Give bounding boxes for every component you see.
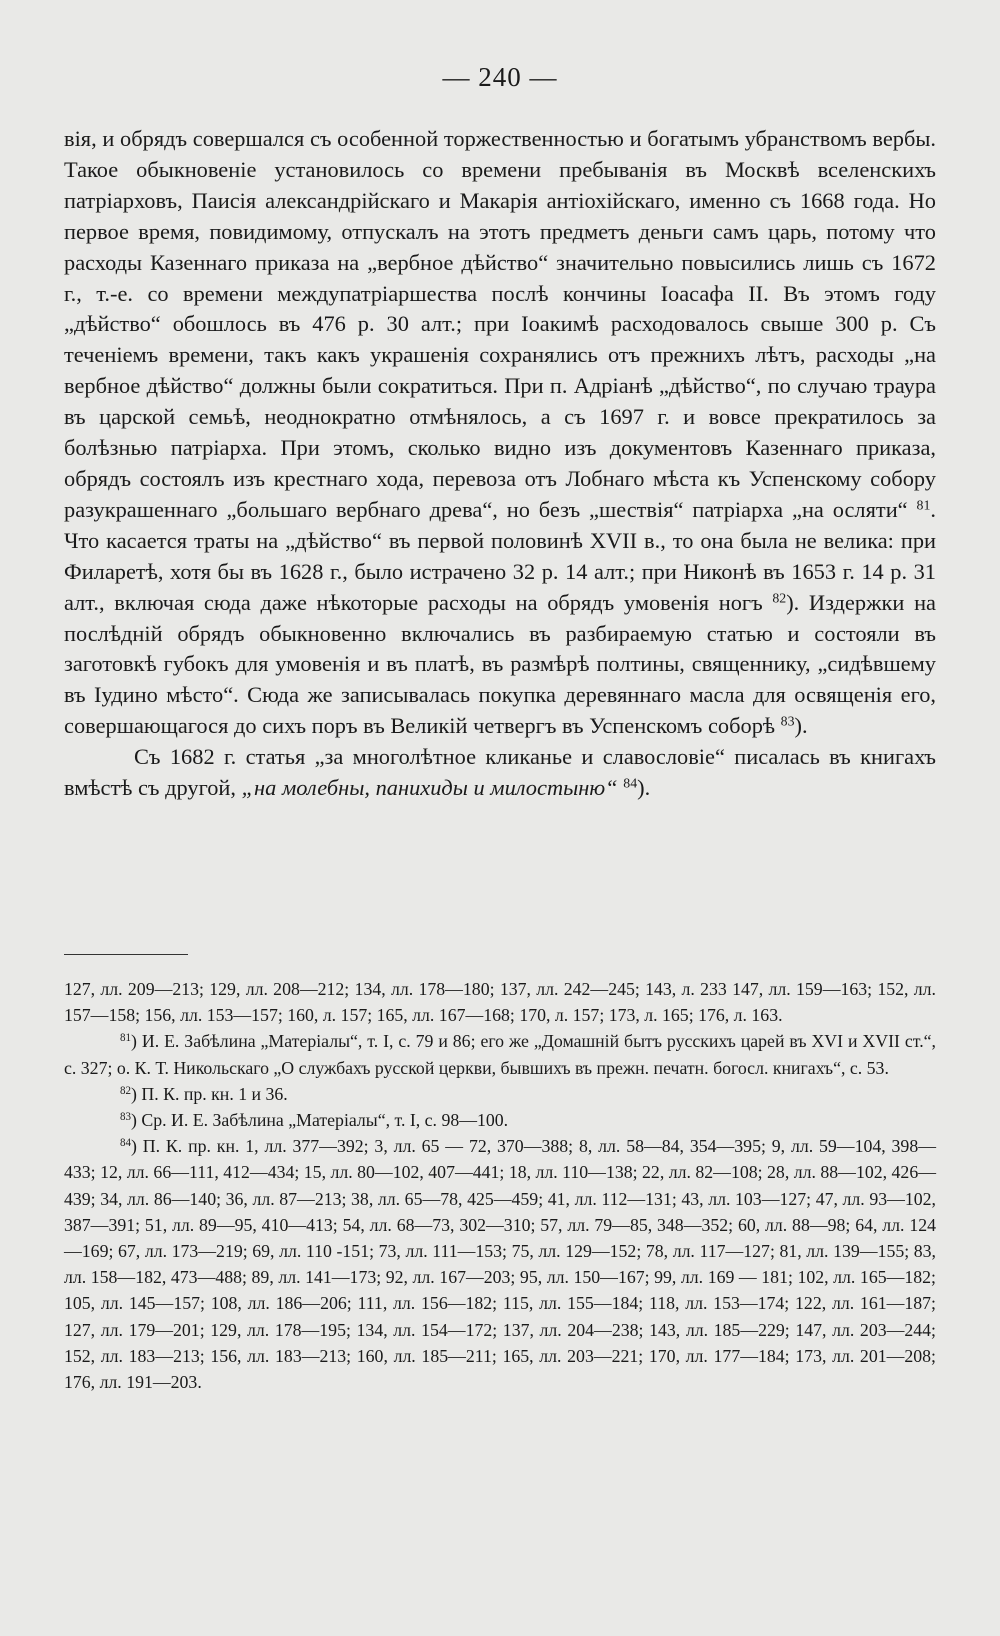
footnote-ref-83[interactable]: 83 xyxy=(780,714,795,730)
footnote-84-number: 84 xyxy=(120,1137,132,1150)
page-number: — 240 — xyxy=(442,62,558,92)
footnote-81-number: 81 xyxy=(120,1032,132,1045)
footnote-84-text: ) П. К. пр. кн. 1, лл. 377—392; 3, лл. 65 — 72, 370—388; 8, лл. 58—84, 354—395; 9, лл. 59—104, 398—433; 12, лл. 66—111, 412—434; 15, лл. 80—102, 407—441; 18, лл. 110—138; 22, лл. 82—108; 28, лл. 88—102, 426—439; 34, лл. 86—140; 36, лл. 87—213; 38, лл. 65—78, 425—459; 41, лл. 112—131; 43, лл. 103—127; 47, лл. 93—102, 387—391; 51, лл. 89—95, 410—413; 54, лл. 68—73, 302—310; 57, лл. 79—85, 348—352; 60, лл. 88—98; 64, лл. 124—169; 67, лл. 173—219; 69, лл. 110 -151; 73, лл. 111—153; 75, лл. 129—152; 78, лл. 117—127; 81, лл. 139—155; 83, лл. 158—182, 473—488; 89, лл. 141—173; 92, лл. 167—203; 95, лл. 150—167; 99, лл. 169 — 181; 102, лл. 165—182; 105, лл. 145—157; 108, лл. 186—206; 111, лл. 156—182; 115, лл. 155—184; 118, лл. 153—174; 122, лл. 161—187; 127, лл. 179—201; 129, лл. 178—195; 134, лл. 154—172; 137, лл. 204—238; 143, лл. 185—229; 147, лл. 203—244; 152, лл. 183—213; 156, лл. 183—213; 160, лл. 185—211; 165, лл. 203—221; 170, лл. 177—184; 173, лл. 201—208; 176, лл. 191—203. xyxy=(64,1136,936,1393)
footnote-82-text: ) П. К. пр. кн. 1 и 36. xyxy=(131,1083,288,1104)
footnote-ref-82[interactable]: 82 xyxy=(772,590,787,606)
paragraph-1-part-a: вія, и обрядъ совершался съ особенной торжественностью и богатымъ убранствомъ вербы. Такое обыкновеніе установилось со времени пребыванія въ Москвѣ вселенскихъ патріарховъ, Паисія александрійскаго и Макарія антіохійскаго, именно съ 1668 года. Но первое время, повидимому, отпускалъ на этотъ предметъ деньги самъ царь, потому что расходы Казеннаго приказа на „вербное дѣйство“ значительно повысились лишь съ 1672 г., т.-е. со времени междупатріаршества послѣ кончины Іоасафа II. Въ этомъ году „дѣйство“ обошлось въ 476 р. 30 алт.; при Іоакимѣ расходовалось свыше 300 р. Съ теченіемъ времени, такъ какъ украшенія сохранялись отъ прежнихъ лѣтъ, расходы „на вербное дѣйство“ должны были сократиться. При п. Адріанѣ „дѣйство“, по случаю траура въ царской семьѣ, неоднократно отмѣнялось, а съ 1697 г. и вовсе прекратилось за болѣзнью патріарха. При этомъ, сколько видно изъ документовъ Казеннаго приказа, обрядъ состоялъ изъ крестнаго хода, перевоза отъ Лобнаго мѣста къ Успенскому собору разукрашеннаго „большаго вербнаго древа“, но безъ „шествія“ патріарха „на осляти“ xyxy=(64,126,936,522)
footnote-ref-84[interactable]: 84 xyxy=(623,776,638,792)
footnote-ref-81[interactable]: 81 xyxy=(916,498,931,514)
footnote-81-text: ) И. Е. Забѣлина „Матеріалы“, т. I, с. 79 и 86; его же „Домашній бытъ русскихъ царей въ XVI и XVII ст.“, с. 327; о. К. Т. Никольскаго „О службахъ русской церкви, бывшихъ въ прежн. печатн. богосл. книгахъ“, с. 53. xyxy=(64,1031,936,1078)
footnote-82 xyxy=(64,1081,936,1107)
paragraph-1-part-c: ). Издержки на послѣдній обрядъ обыкновенно включались въ разбираемую статью и состояли въ заготовкѣ губокъ для умовенія и въ платѣ, въ размѣрѣ полтины, священнику, „сидѣвшему въ Іудино мѣсто“. Сюда же записывалась покупка деревяннаго масла для освященія его, совершающагося до сихъ поръ въ Великій четвергъ въ Успенскомъ соборѣ xyxy=(64,589,936,739)
paragraph-2-part-a: Съ 1682 г. статья „за многолѣтное кликанье и славословіе“ писалась въ книгахъ вмѣстѣ съ другой, xyxy=(64,744,936,801)
footnote-83 xyxy=(64,1107,936,1133)
paragraph-2-italic: „на молебны, панихиды и милостыню“ xyxy=(241,775,618,801)
footnote-82-number: 82 xyxy=(120,1084,132,1097)
footnote-81 xyxy=(64,1028,936,1080)
paragraph-2 xyxy=(64,742,936,804)
paragraph-2-part-b: ). xyxy=(637,775,651,801)
footnote-continuation: 127, лл. 209—213; 129, лл. 208—212; 134, лл. 178—180; 137, лл. 242—245; 143, л. 233 147, лл. 159—163; 152, лл. 157—158; 156, лл. 153—157; 160, л. 157; 165, лл. 167—168; 170, л. 157; 173, л. 165; 176, л. 163. xyxy=(64,979,936,1026)
footnotes xyxy=(64,976,936,1395)
main-text xyxy=(64,124,936,804)
footnote-84 xyxy=(64,1133,936,1395)
footnote-divider xyxy=(64,954,188,955)
paragraph-1 xyxy=(64,124,936,742)
paragraph-1-part-d: ). xyxy=(794,713,808,739)
footnote-83-number: 83 xyxy=(120,1110,132,1123)
paragraph-1-part-b: . Что касается траты на „дѣйство“ въ первой половинѣ XVII в., то она была не велика: при Филаретѣ, хотя бы въ 1628 г., было истрачено 32 р. 14 алт.; при Никонѣ въ 1653 г. 14 р. 31 алт., включая сюда даже нѣкоторые расходы на обрядъ умовенія ногъ xyxy=(64,496,936,615)
footnote-83-text: ) Ср. И. Е. Забѣлина „Матеріалы“, т. I, с. 98—100. xyxy=(131,1110,509,1131)
